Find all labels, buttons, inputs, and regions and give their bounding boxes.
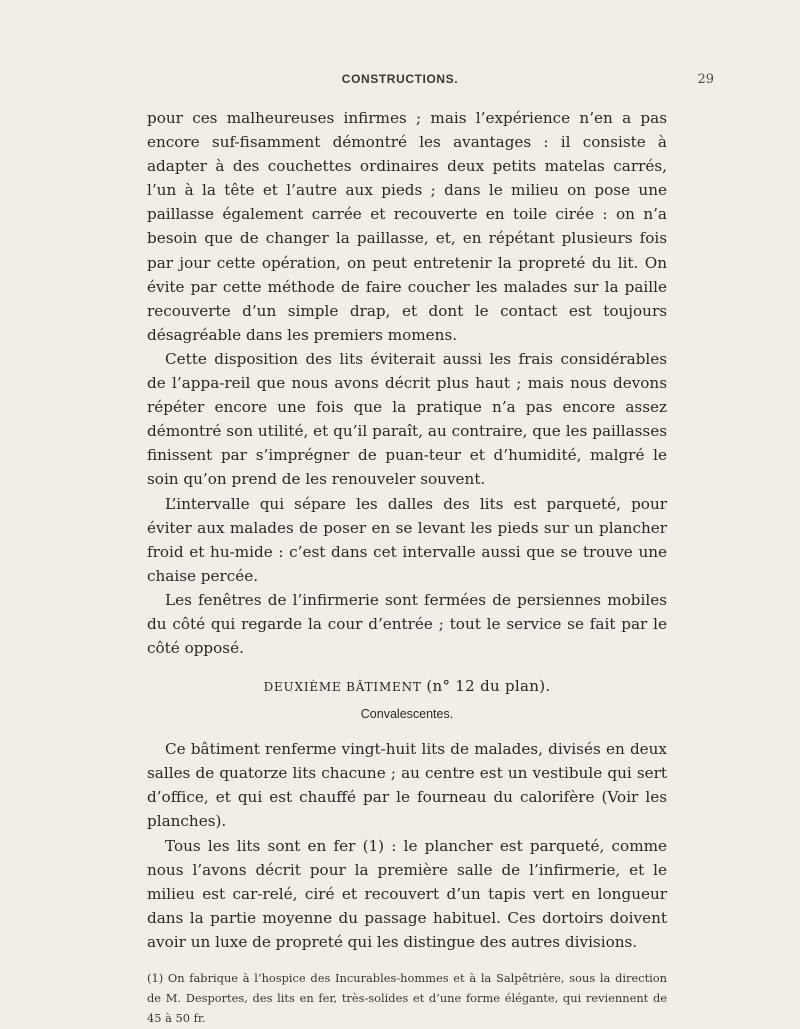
- paragraph-3: L’intervalle qui sépare les dalles des lits est parqueté, pour éviter aux malades de poser en se levant les pieds sur un plancher froid et hu-mide : c’est dans cet intervalle aussi que se trouve une chaise percée.: [147, 494, 667, 585]
- paragraph-4: Les fenêtres de l’infirmerie sont fermées de persiennes mobiles du côté qui regarde la cour d’entrée ; tout le service se fait par le côté opposé.: [147, 590, 667, 658]
- page-number: 29: [697, 72, 714, 87]
- paragraph-2: Cette disposition des lits éviterait aussi les frais considérables de l’appa-reil que nous avons décrit plus haut ; mais nous devons répéter encore une fois que la pratique n’a pas encore assez démontré son utilité, et qu’il paraît, au contraire, que les paillasses finissent par s’imprégner de puan-teur et d’humidité, malgré le soin qu’on prend de les renouveler souvent.: [147, 349, 667, 489]
- section-heading-plan-ref: (n° 12 du plan).: [426, 677, 551, 696]
- paragraph-5: Ce bâtiment renferme vingt-huit lits de malades, divisés en deux salles de quatorze lits chacune ; au centre est un vestibule qui sert d’office, et qui est chauffé par le fourneau du calorifère (Voir les planches).: [147, 740, 667, 831]
- footnote: (1) On fabrique à l’hospice des Incurables-hommes et à la Salpêtrière, sous la direction de M. Desportes, des lits en fer, très-solides et d’une forme élégante, qui reviennent de 45 à 50 fr.: [147, 971, 667, 1025]
- paragraph-1: pour ces malheureuses infirmes ; mais l’expérience n’en a pas encore suf-fisamment démontré les avantages : il consiste à adapter à des couchettes ordinaires deux petits matelas carrés, l’un à la tête et l’autre aux pieds ; dans le milieu on pose une paillasse également carrée et recouverte en toile cirée : on n’a besoin que de changer la paillasse, et, en répétant plusieurs fois par jour cette opération, on peut entretenir la propreté du lit. On évite par cette méthode de faire coucher les malades sur la paille recouverte d’un simple drap, et dont le contact est toujours désagréable dans les premiers momens.: [147, 109, 667, 344]
- section-heading: [147, 672, 667, 701]
- body-text: [147, 106, 667, 1028]
- section-heading-label: DEUXIÈME BÂTIMENT: [263, 680, 422, 695]
- section-subtitle: Convalescentes.: [360, 707, 454, 722]
- paragraph-6: Tous les lits sont en fer (1) : le plancher est parqueté, comme nous l’avons décrit pour la première salle de l’infirmerie, et le milieu est car-relé, ciré et recouvert d’un tapis vert en longueur dans la partie moyenne du passage habituel. Ces dortoirs doivent avoir un luxe de propreté qui les distingue des autres divisions.: [147, 836, 667, 951]
- running-title: CONSTRUCTIONS.: [341, 72, 459, 86]
- running-header: [0, 72, 800, 92]
